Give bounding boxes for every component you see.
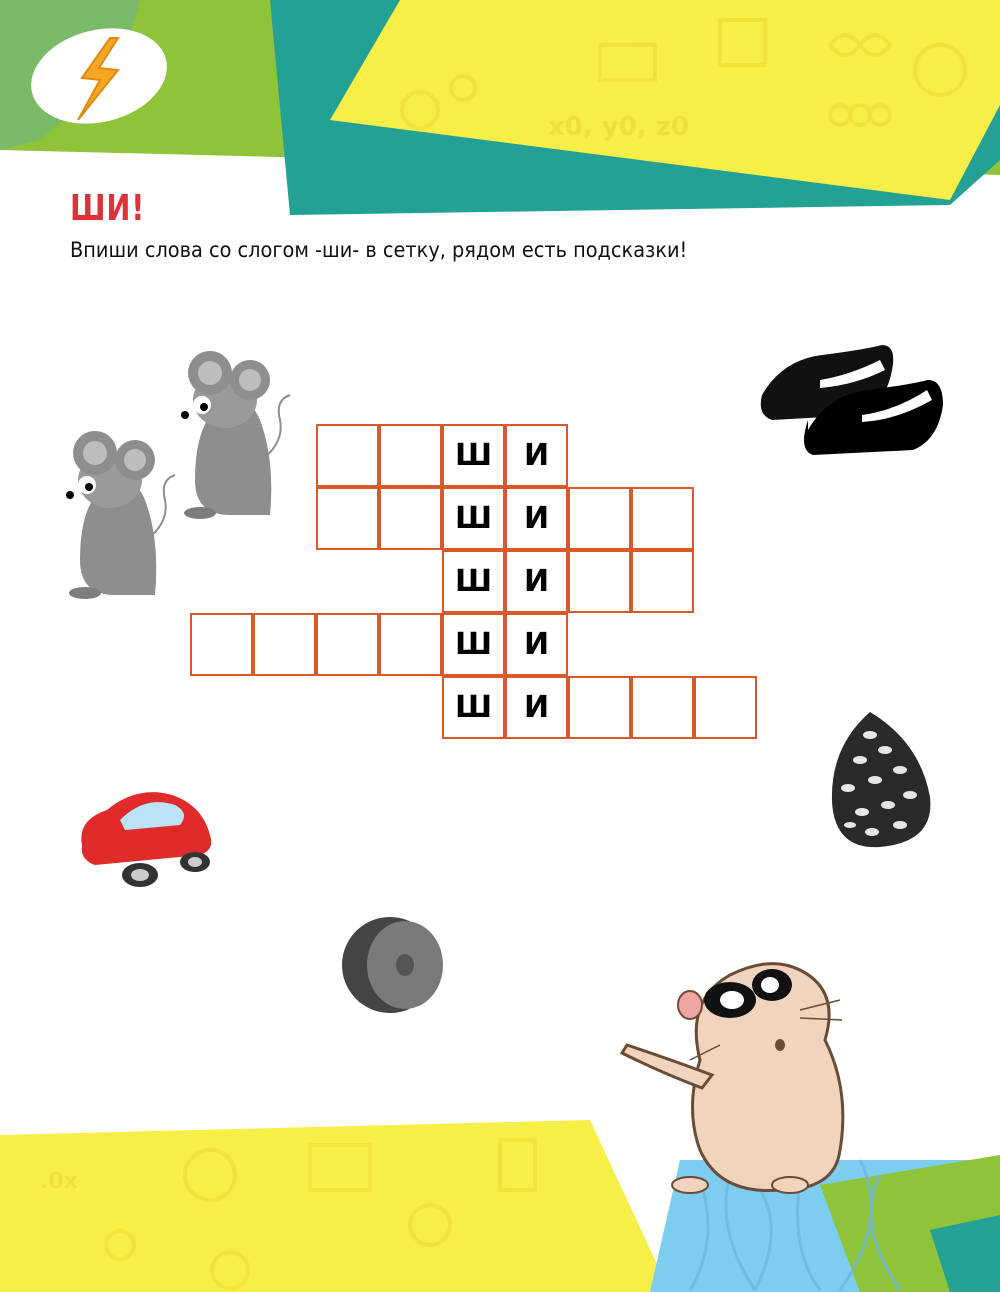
crossword-given-cell: Ш — [442, 424, 505, 487]
crossword-given-cell: И — [505, 676, 568, 739]
crossword-given-cell: И — [505, 613, 568, 676]
page-title: ШИ! — [70, 188, 146, 229]
crossword-empty-cell[interactable] — [190, 613, 253, 676]
lightning-icon — [0, 0, 200, 160]
crossword-empty-cell[interactable] — [379, 424, 442, 487]
crossword-given-cell: Ш — [442, 676, 505, 739]
crossword-given-cell: Ш — [442, 550, 505, 613]
crossword-given-cell: И — [505, 487, 568, 550]
crossword-empty-cell[interactable] — [316, 613, 379, 676]
crossword-empty-cell[interactable] — [379, 487, 442, 550]
crossword-empty-cell[interactable] — [316, 424, 379, 487]
crossword-empty-cell[interactable] — [631, 676, 694, 739]
instruction-text: Впиши слова со слогом -ши- в сетку, рядом есть подсказки! — [70, 238, 688, 262]
crossword-given-cell: Ш — [442, 487, 505, 550]
crossword-empty-cell[interactable] — [568, 487, 631, 550]
crossword-empty-cell[interactable] — [631, 487, 694, 550]
crossword-empty-cell[interactable] — [379, 613, 442, 676]
decor-formula-bottom: .0x — [40, 1169, 78, 1194]
decor-formula-top: x0, y0, z0 — [548, 112, 689, 142]
crossword-empty-cell[interactable] — [568, 550, 631, 613]
crossword-empty-cell[interactable] — [253, 613, 316, 676]
crossword-empty-cell[interactable] — [631, 550, 694, 613]
crossword-given-cell: Ш — [442, 613, 505, 676]
crossword-given-cell: И — [505, 424, 568, 487]
crossword-empty-cell[interactable] — [568, 676, 631, 739]
crossword-empty-cell[interactable] — [694, 676, 757, 739]
crossword-given-cell: И — [505, 550, 568, 613]
crossword-empty-cell[interactable] — [316, 487, 379, 550]
